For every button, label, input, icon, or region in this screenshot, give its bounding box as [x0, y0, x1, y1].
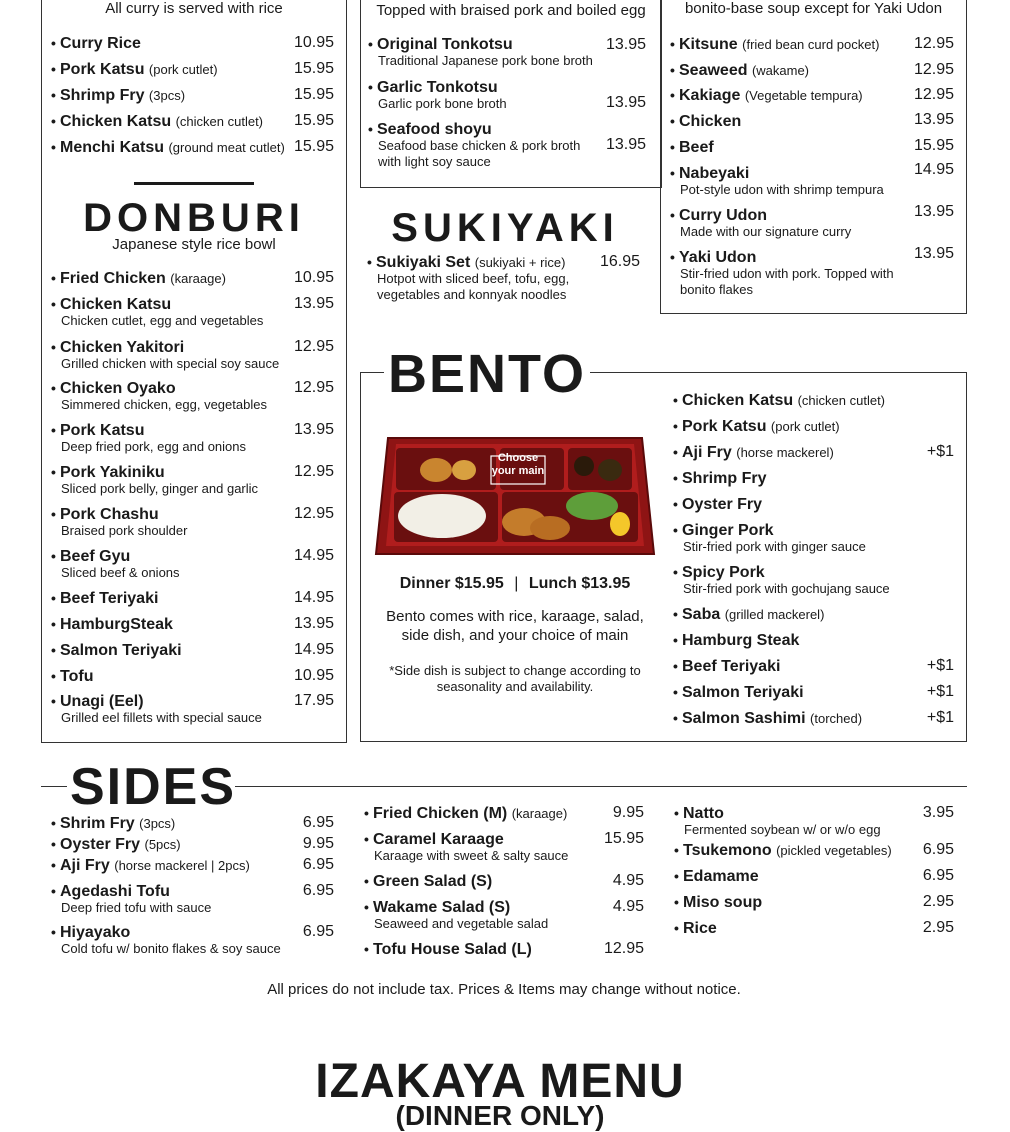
item-price: 6.95: [302, 814, 334, 831]
bento-image-label-2: your main: [491, 465, 545, 477]
sides-item: [364, 872, 492, 891]
bento-lunch-price: Lunch $13.95: [528, 575, 631, 592]
item-price: 14.95: [913, 161, 954, 178]
sides-line-right: [235, 786, 967, 787]
item-price: +$1: [926, 709, 954, 726]
bullet: •: [673, 418, 678, 434]
item-note: (horse mackerel): [736, 445, 834, 460]
item-name: Natto: [683, 805, 724, 822]
bullet: •: [673, 710, 678, 726]
item-description: Sliced pork belly, ginger and garlic: [61, 481, 259, 496]
bento-disclaimer-1: *Side dish is subject to change according to: [389, 663, 641, 678]
item-price: 12.95: [293, 379, 334, 396]
bento-item: [673, 521, 774, 540]
item-price: 6.95: [922, 867, 954, 884]
item-price: 3.95: [922, 804, 954, 821]
item-description: Stir-fried pork with ginger sauce: [683, 539, 866, 554]
item-description: Seaweed and vegetable salad: [374, 916, 549, 931]
izakaya-title: IZAKAYA MENU: [315, 1055, 685, 1108]
item-name: Original Tonkotsu: [377, 36, 513, 53]
bullet: •: [51, 616, 56, 632]
bullet: •: [673, 684, 678, 700]
item-description: Karaage with sweet & salty sauce: [374, 848, 569, 863]
item-name: Shrimp Fry: [682, 470, 767, 487]
footer-note: All prices do not include tax. Prices & Items may change without notice.: [267, 981, 741, 998]
item-note: (karaage): [170, 271, 226, 286]
item-name: Tofu House Salad (L): [373, 941, 532, 958]
udon-item: [670, 35, 879, 54]
item-price: 6.95: [302, 923, 334, 940]
item-price: +$1: [926, 443, 954, 460]
udon-note: bonito-base soup except for Yaki Udon: [684, 0, 943, 17]
item-note: (pork cutlet): [148, 62, 218, 77]
bento-item: [673, 605, 824, 624]
item-name: Salmon Teriyaki: [682, 684, 804, 701]
item-name: Pork Katsu: [60, 61, 145, 78]
item-price: 14.95: [293, 641, 334, 658]
item-name: Hamburg Steak: [682, 632, 800, 649]
sides-item: [51, 923, 130, 942]
donburi-item: [51, 589, 158, 608]
bullet: •: [368, 79, 373, 95]
bullet: •: [670, 36, 675, 52]
bullet: •: [51, 590, 56, 606]
bento-item: [673, 495, 762, 514]
bullet: •: [51, 139, 56, 155]
item-price: 2.95: [922, 893, 954, 910]
item-name: Shrim Fry: [60, 815, 135, 832]
sides-line-left: [41, 786, 67, 787]
bullet: •: [368, 36, 373, 52]
bullet: •: [673, 496, 678, 512]
donburi-subtitle: Japanese style rice bowl: [112, 236, 276, 253]
bullet: •: [674, 894, 679, 910]
bullet: •: [673, 658, 678, 674]
item-description: Braised pork shoulder: [61, 523, 188, 538]
bullet: •: [673, 444, 678, 460]
bullet: •: [673, 470, 678, 486]
item-description: Stir-fried udon with pork. Topped with: [680, 266, 894, 281]
item-name: Kakiage: [679, 87, 741, 104]
item-name: Aji Fry: [60, 857, 110, 874]
bento-comes-with-1: Bento comes with rice, karaage, salad,: [386, 608, 644, 625]
donburi-title: DONBURI: [83, 196, 305, 240]
bento-item: [673, 657, 780, 676]
sides-item: [674, 867, 759, 886]
bullet: •: [674, 868, 679, 884]
item-name: Oyster Fry: [60, 836, 141, 853]
item-name: Oyster Fry: [682, 496, 763, 513]
sides-item: [51, 882, 170, 901]
item-name: Chicken: [679, 113, 742, 130]
item-name: Curry Udon: [679, 207, 767, 224]
item-name: Wakame Salad (S): [373, 899, 511, 916]
item-price: 9.95: [612, 804, 644, 821]
item-note: (karaage): [511, 806, 568, 821]
item-price: 12.95: [913, 86, 954, 103]
sides-item: [364, 804, 567, 823]
bullet: •: [51, 113, 56, 129]
item-price: 6.95: [922, 841, 954, 858]
item-description: Cold tofu w/ bonito flakes & soy sauce: [61, 941, 281, 956]
bullet: •: [51, 270, 56, 286]
curry-item: [51, 86, 185, 105]
bullet: •: [670, 249, 675, 265]
ramen-item: [368, 78, 498, 97]
udon-item: [670, 248, 756, 267]
item-description: Pot-style udon with shrimp tempura: [680, 182, 884, 197]
bullet: •: [674, 842, 679, 858]
curry-divider: [134, 182, 254, 185]
izakaya-subtitle: (DINNER ONLY): [395, 1100, 605, 1131]
item-note: (horse mackerel | 2pcs): [114, 858, 250, 873]
item-name: Pork Chashu: [60, 506, 159, 523]
bullet: •: [51, 339, 56, 355]
item-price: 4.95: [612, 898, 644, 915]
item-name: HamburgSteak: [60, 616, 173, 633]
item-name: Caramel Karaage: [373, 831, 504, 848]
item-name: Garlic Tonkotsu: [377, 79, 498, 96]
item-description: Simmered chicken, egg, vegetables: [61, 397, 267, 412]
item-description: Stir-fried pork with gochujang sauce: [683, 581, 890, 596]
bullet: •: [51, 380, 56, 396]
item-name: Beef Teriyaki: [60, 590, 159, 607]
item-description: Chicken cutlet, egg and vegetables: [61, 313, 264, 328]
bullet: •: [51, 857, 56, 873]
item-price: 13.95: [913, 111, 954, 128]
bento-item: [673, 683, 804, 702]
donburi-item: [51, 463, 165, 482]
sides-item: [364, 940, 532, 959]
sides-title: SIDES: [70, 758, 237, 816]
item-name: Tsukemono: [683, 842, 772, 859]
udon-item: [670, 206, 767, 225]
item-note: (pork cutlet): [770, 419, 840, 434]
item-note: (chicken cutlet): [797, 393, 886, 408]
bullet: •: [364, 831, 369, 847]
bullet: •: [51, 924, 56, 940]
item-price: 10.95: [293, 34, 334, 51]
bullet: •: [673, 392, 678, 408]
item-price: +$1: [926, 683, 954, 700]
bullet: •: [51, 836, 56, 852]
item-price: 17.95: [293, 692, 334, 709]
item-price: +$1: [926, 657, 954, 674]
bullet: •: [670, 62, 675, 78]
bullet: •: [51, 506, 56, 522]
item-price: 15.95: [293, 112, 334, 129]
curry-item: [51, 138, 285, 157]
bullet: •: [51, 422, 56, 438]
item-price: 12.95: [293, 505, 334, 522]
bullet: •: [364, 805, 369, 821]
item-name: Shrimp Fry: [60, 87, 145, 104]
sides-item: [364, 898, 510, 917]
ramen-item: [368, 35, 513, 54]
item-name: Unagi (Eel): [60, 693, 144, 710]
curry-item: [51, 34, 141, 53]
item-name: Seaweed: [679, 62, 748, 79]
bullet: •: [51, 815, 56, 831]
bullet: •: [364, 873, 369, 889]
item-description-2: vegetables and konnyak noodles: [377, 287, 567, 302]
curry-item: [51, 112, 263, 131]
sides-item: [674, 893, 762, 912]
item-name: Chicken Katsu: [60, 113, 172, 130]
bullet: •: [670, 165, 675, 181]
item-name: Menchi Katsu: [60, 139, 165, 156]
item-price: 13.95: [913, 245, 954, 262]
donburi-item: [51, 547, 130, 566]
item-name: Green Salad (S): [373, 873, 493, 890]
item-price: 6.95: [302, 882, 334, 899]
item-note: (3pcs): [139, 816, 176, 831]
item-description: Seafood base chicken & pork broth: [378, 138, 581, 153]
item-note: (chicken cutlet): [175, 114, 264, 129]
item-price: 12.95: [913, 61, 954, 78]
item-price: 2.95: [922, 919, 954, 936]
item-price: 12.95: [293, 463, 334, 480]
sides-item: [674, 919, 717, 938]
item-description: Deep fried tofu with sauce: [61, 900, 212, 915]
bento-dinner-price: Dinner $15.95: [399, 575, 504, 592]
item-note: (torched): [810, 711, 863, 726]
bento-title: BENTO: [388, 344, 587, 404]
item-description: Garlic pork bone broth: [378, 96, 507, 111]
item-price: 15.95: [913, 137, 954, 154]
udon-item: [670, 164, 749, 183]
item-name: Hiyayako: [60, 924, 131, 941]
item-name: Sukiyaki Set: [376, 254, 471, 271]
item-name: Aji Fry: [682, 444, 732, 461]
curry-note: All curry is served with rice: [105, 0, 283, 17]
bullet: •: [368, 121, 373, 137]
item-name: Rice: [683, 920, 717, 937]
bento-box-image: [374, 430, 656, 562]
item-description: Made with our signature curry: [680, 224, 852, 239]
item-name: Curry Rice: [60, 35, 141, 52]
item-name: Salmon Teriyaki: [60, 642, 182, 659]
bento-item: [673, 563, 765, 582]
donburi-item: [51, 421, 144, 440]
curry-item: [51, 60, 218, 79]
bullet: •: [51, 548, 56, 564]
bullet: •: [51, 668, 56, 684]
item-name: Beef Gyu: [60, 548, 131, 565]
bento-item: [673, 417, 840, 436]
bento-price-separator: |: [514, 575, 519, 592]
bullet: •: [674, 805, 679, 821]
item-price: 12.95: [603, 940, 644, 957]
item-description: Fermented soybean w/ or w/o egg: [684, 822, 881, 837]
item-name: Chicken Katsu: [682, 392, 794, 409]
bullet: •: [51, 693, 56, 709]
bullet: •: [673, 606, 678, 622]
item-name: Chicken Katsu: [60, 296, 172, 313]
item-price: 13.95: [913, 203, 954, 220]
bullet: •: [670, 87, 675, 103]
bullet: •: [674, 920, 679, 936]
udon-item: [670, 86, 863, 105]
bento-item: [673, 631, 799, 650]
item-description: Sliced beef & onions: [61, 565, 180, 580]
item-description: Hotpot with sliced beef, tofu, egg,: [377, 271, 570, 286]
item-description: Grilled chicken with special soy sauce: [61, 356, 280, 371]
ramen-item: [368, 120, 492, 139]
item-name: Miso soup: [683, 894, 763, 911]
donburi-item: [51, 692, 144, 711]
item-price: 13.95: [293, 421, 334, 438]
item-description-2: bonito flakes: [680, 282, 753, 297]
item-price: 13.95: [605, 36, 646, 53]
donburi-item: [51, 295, 171, 314]
sukiyaki-title: SUKIYAKI: [391, 206, 619, 250]
item-description: Deep fried pork, egg and onions: [61, 439, 247, 454]
item-price: 13.95: [605, 94, 646, 111]
donburi-item: [51, 269, 226, 288]
bullet: •: [670, 113, 675, 129]
item-name: Pork Yakiniku: [60, 464, 165, 481]
bullet: •: [673, 522, 678, 538]
udon-item: [670, 112, 741, 131]
item-price: 9.95: [302, 835, 334, 852]
item-name: Spicy Pork: [682, 564, 765, 581]
item-note: (ground meat cutlet): [168, 140, 285, 155]
item-price: 15.95: [293, 138, 334, 155]
sides-item: [364, 830, 504, 849]
ramen-note: Topped with braised pork and boiled egg: [376, 2, 646, 19]
bullet: •: [51, 464, 56, 480]
item-name: Tofu: [60, 668, 94, 685]
item-name: Seafood shoyu: [377, 121, 492, 138]
item-price: 15.95: [603, 830, 644, 847]
item-name: Chicken Oyako: [60, 380, 176, 397]
item-name: Salmon Sashimi: [682, 710, 806, 727]
item-price: 13.95: [293, 295, 334, 312]
bullet: •: [51, 642, 56, 658]
item-name: Beef Teriyaki: [682, 658, 781, 675]
item-note: (fried bean curd pocket): [742, 37, 880, 52]
item-name: Pork Katsu: [60, 422, 145, 439]
item-description: Traditional Japanese pork bone broth: [378, 53, 593, 68]
item-price: 14.95: [293, 547, 334, 564]
bullet: •: [51, 35, 56, 51]
donburi-item: [51, 667, 93, 686]
item-note: (5pcs): [144, 837, 181, 852]
item-name: Chicken Yakitori: [60, 339, 185, 356]
sides-item: [674, 841, 892, 860]
donburi-item: [51, 379, 176, 398]
bullet: •: [367, 254, 372, 270]
item-name: Pork Katsu: [682, 418, 767, 435]
udon-item: [670, 61, 809, 80]
item-price: 6.95: [302, 856, 334, 873]
bento-disclaimer-2: seasonality and availability.: [436, 679, 594, 694]
sides-item: [674, 804, 724, 823]
item-note: (pickled vegetables): [776, 843, 892, 858]
bullet: •: [51, 883, 56, 899]
item-price: 14.95: [293, 589, 334, 606]
bullet: •: [51, 87, 56, 103]
item-name: Fried Chicken: [60, 270, 166, 287]
bento-item: [673, 709, 862, 728]
bento-item: [673, 391, 885, 410]
bullet: •: [670, 139, 675, 155]
bullet: •: [364, 899, 369, 915]
item-price: 12.95: [913, 35, 954, 52]
item-note: (grilled mackerel): [724, 607, 825, 622]
bento-prices: [360, 575, 670, 593]
sides-item: [51, 835, 181, 854]
bullet: •: [51, 296, 56, 312]
item-price: 10.95: [293, 269, 334, 286]
item-note: (sukiyaki + rice): [474, 255, 566, 270]
item-price: 15.95: [293, 86, 334, 103]
bento-item: [673, 443, 834, 462]
donburi-item: [51, 615, 173, 634]
item-price: 15.95: [293, 60, 334, 77]
item-name: Agedashi Tofu: [60, 883, 170, 900]
item-price: 13.95: [605, 136, 646, 153]
bullet: •: [673, 632, 678, 648]
bento-box-illustration: [374, 430, 656, 562]
donburi-item: [51, 641, 182, 660]
item-name: Fried Chicken (M): [373, 805, 508, 822]
item-price: 16.95: [599, 253, 640, 270]
udon-item: [670, 138, 714, 157]
item-name: Edamame: [683, 868, 759, 885]
item-name: Saba: [682, 606, 721, 623]
item-name: Yaki Udon: [679, 249, 757, 266]
bullet: •: [51, 61, 56, 77]
bullet: •: [673, 564, 678, 580]
bento-comes-with-2: side dish, and your choice of main: [401, 627, 629, 644]
item-note: (3pcs): [148, 88, 186, 103]
item-name: Ginger Pork: [682, 522, 774, 539]
item-name: Nabeyaki: [679, 165, 750, 182]
sukiyaki-set: [367, 253, 565, 272]
sides-item: [51, 856, 250, 875]
item-note: (wakame): [751, 63, 810, 78]
item-description-2: with light soy sauce: [378, 154, 491, 169]
item-price: 13.95: [293, 615, 334, 632]
item-description: Grilled eel fillets with special sauce: [61, 710, 262, 725]
bullet: •: [670, 207, 675, 223]
item-note: (Vegetable tempura): [744, 88, 863, 103]
bento-item: [673, 469, 766, 488]
bullet: •: [364, 941, 369, 957]
item-name: Beef: [679, 139, 714, 156]
sides-item: [51, 814, 175, 833]
item-price: 10.95: [293, 667, 334, 684]
donburi-item: [51, 338, 184, 357]
donburi-item: [51, 505, 159, 524]
item-name: Kitsune: [679, 36, 738, 53]
bento-image-label-1: Choose: [497, 452, 539, 464]
item-price: 12.95: [293, 338, 334, 355]
item-price: 4.95: [612, 872, 644, 889]
